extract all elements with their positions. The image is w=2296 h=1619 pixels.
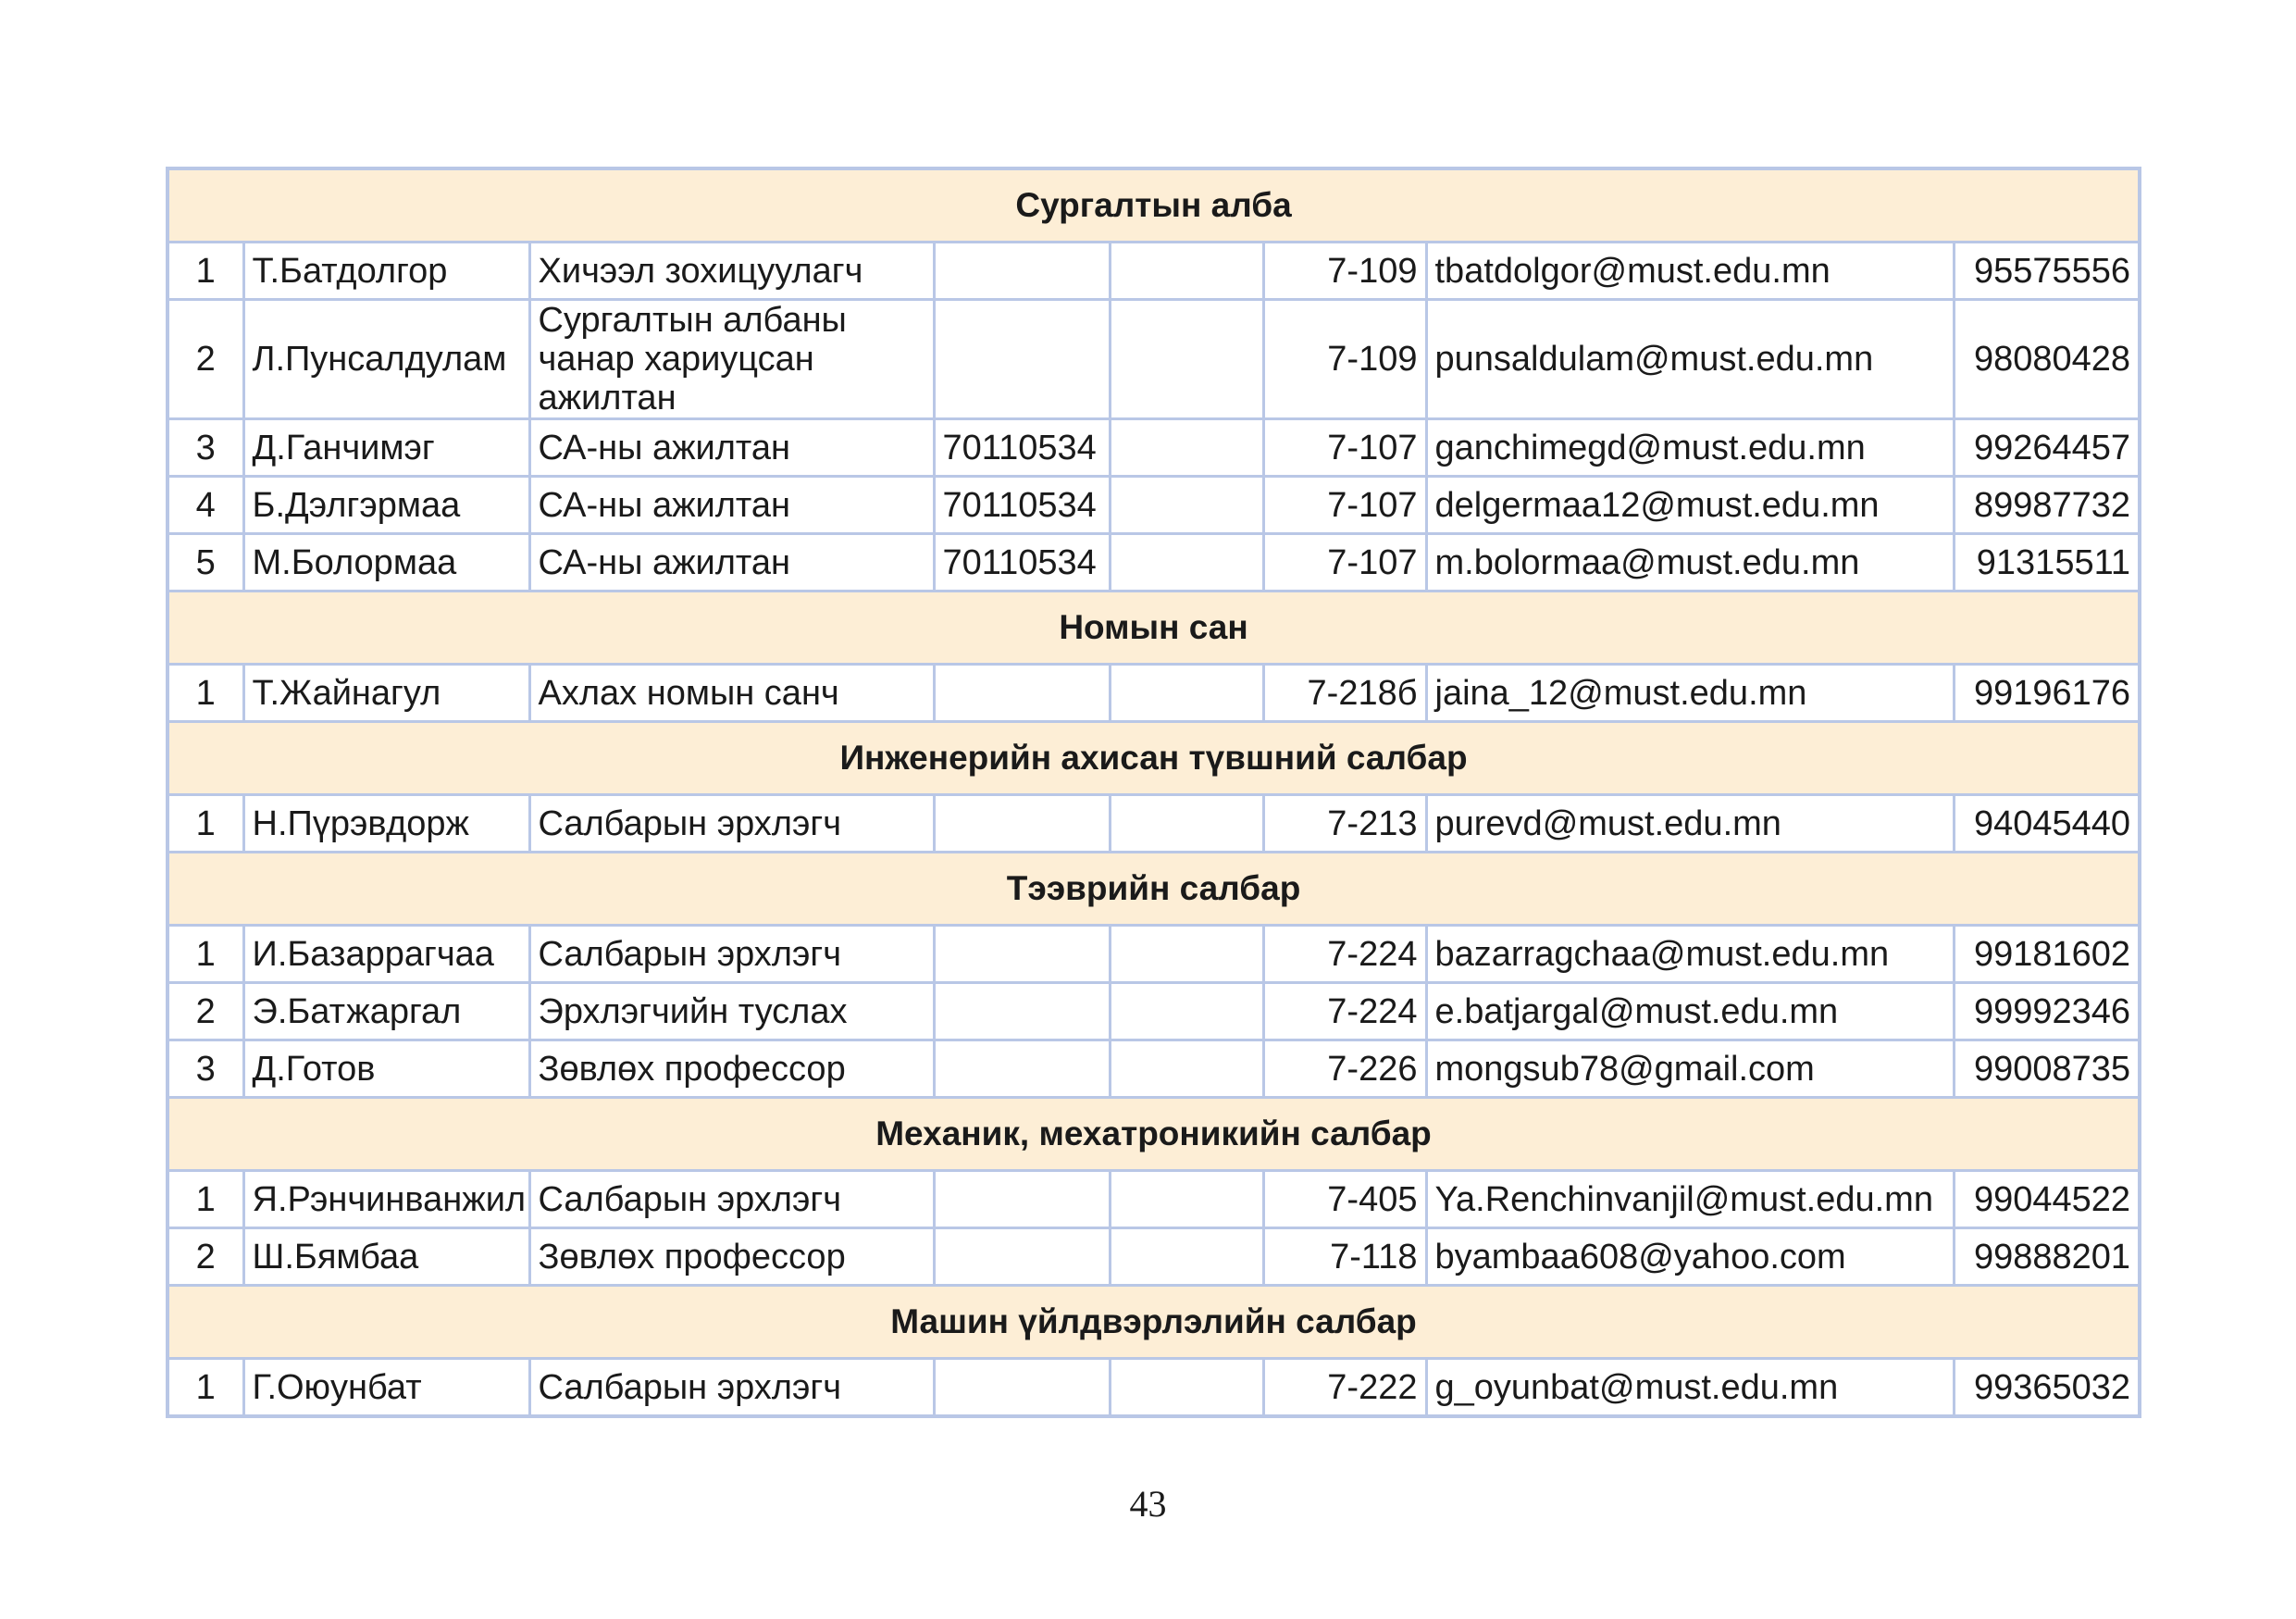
- email-cell: jaina_12@must.edu.mn: [1426, 665, 1954, 722]
- row-number-cell: 1: [168, 926, 243, 983]
- staff-directory-table: [166, 167, 2141, 1418]
- email-cell: bazarragchaa@must.edu.mn: [1426, 926, 1954, 983]
- mobile-phone-cell: 99888201: [1954, 1228, 2140, 1286]
- office-phone-cell: 70110534: [934, 534, 1110, 592]
- mobile-phone-cell: 99181602: [1954, 926, 2140, 983]
- name-cell: Д.Готов: [243, 1040, 529, 1098]
- room-cell: 7-107: [1263, 477, 1426, 534]
- position-cell: СА-ны ажилтан: [529, 534, 934, 592]
- row-number-cell: 1: [168, 243, 243, 300]
- row-number-cell: 2: [168, 300, 243, 419]
- mobile-phone-cell: 98080428: [1954, 300, 2140, 419]
- office-phone-cell: [934, 1040, 1110, 1098]
- office-phone-cell: [934, 1171, 1110, 1228]
- email-cell: delgermaa12@must.edu.mn: [1426, 477, 1954, 534]
- position-cell: Зөвлөх профессор: [529, 1040, 934, 1098]
- name-cell: Я.Рэнчинванжил: [243, 1171, 529, 1228]
- name-cell: Л.Пунсалдулам: [243, 300, 529, 419]
- extension-cell: [1110, 795, 1263, 853]
- position-cell: Хичээл зохицуулагч: [529, 243, 934, 300]
- name-cell: Т.Жайнагул: [243, 665, 529, 722]
- row-number-cell: 3: [168, 1040, 243, 1098]
- table-row: [168, 665, 2140, 722]
- office-phone-cell: 70110534: [934, 477, 1110, 534]
- email-cell: punsaldulam@must.edu.mn: [1426, 300, 1954, 419]
- extension-cell: [1110, 534, 1263, 592]
- row-number-cell: 4: [168, 477, 243, 534]
- page-number: 43: [1129, 1483, 1167, 1525]
- email-cell: m.bolormaa@must.edu.mn: [1426, 534, 1954, 592]
- room-cell: 7-107: [1263, 419, 1426, 477]
- position-cell: Салбарын эрхлэгч: [529, 926, 934, 983]
- mobile-phone-cell: 94045440: [1954, 795, 2140, 853]
- office-phone-cell: [934, 1359, 1110, 1417]
- name-cell: Т.Батдолгор: [243, 243, 529, 300]
- table-row: [168, 1359, 2140, 1417]
- room-cell: 7-107: [1263, 534, 1426, 592]
- email-cell: Ya.Renchinvanjil@must.edu.mn: [1426, 1171, 1954, 1228]
- mobile-phone-cell: 95575556: [1954, 243, 2140, 300]
- mobile-phone-cell: 99196176: [1954, 665, 2140, 722]
- table-row: [168, 534, 2140, 592]
- section-header-row: [168, 853, 2140, 926]
- office-phone-cell: [934, 665, 1110, 722]
- row-number-cell: 5: [168, 534, 243, 592]
- table-row: [168, 1171, 2140, 1228]
- extension-cell: [1110, 243, 1263, 300]
- position-cell: Салбарын эрхлэгч: [529, 1171, 934, 1228]
- table-row: [168, 300, 2140, 419]
- extension-cell: [1110, 926, 1263, 983]
- office-phone-cell: 70110534: [934, 419, 1110, 477]
- extension-cell: [1110, 300, 1263, 419]
- position-cell: Сургалтын албаны чанар хариуцсан ажилтан: [529, 300, 934, 419]
- extension-cell: [1110, 983, 1263, 1040]
- name-cell: Г.Оюунбат: [243, 1359, 529, 1417]
- section-title: Тээврийн салбар: [168, 853, 2140, 926]
- section-header-row: [168, 1286, 2140, 1359]
- section-title: Номын сан: [168, 592, 2140, 665]
- table-row: [168, 795, 2140, 853]
- extension-cell: [1110, 477, 1263, 534]
- room-cell: 7-224: [1263, 926, 1426, 983]
- position-cell: СА-ны ажилтан: [529, 419, 934, 477]
- name-cell: М.Болормаа: [243, 534, 529, 592]
- section-title: Механик, мехатроникийн салбар: [168, 1098, 2140, 1171]
- email-cell: tbatdolgor@must.edu.mn: [1426, 243, 1954, 300]
- email-cell: mongsub78@gmail.com: [1426, 1040, 1954, 1098]
- row-number-cell: 1: [168, 1171, 243, 1228]
- section-header-row: [168, 722, 2140, 795]
- name-cell: Б.Дэлгэрмаа: [243, 477, 529, 534]
- office-phone-cell: [934, 300, 1110, 419]
- section-header-row: [168, 168, 2140, 243]
- table-row: [168, 983, 2140, 1040]
- table-row: [168, 243, 2140, 300]
- email-cell: g_oyunbat@must.edu.mn: [1426, 1359, 1954, 1417]
- extension-cell: [1110, 1040, 1263, 1098]
- office-phone-cell: [934, 926, 1110, 983]
- office-phone-cell: [934, 983, 1110, 1040]
- room-cell: 7-222: [1263, 1359, 1426, 1417]
- email-cell: e.batjargal@must.edu.mn: [1426, 983, 1954, 1040]
- table-row: [168, 477, 2140, 534]
- extension-cell: [1110, 665, 1263, 722]
- name-cell: И.Базаррагчаа: [243, 926, 529, 983]
- row-number-cell: 1: [168, 665, 243, 722]
- extension-cell: [1110, 1359, 1263, 1417]
- position-cell: Зөвлөх профессор: [529, 1228, 934, 1286]
- name-cell: Н.Пүрэвдорж: [243, 795, 529, 853]
- room-cell: 7-109: [1263, 300, 1426, 419]
- table-row: [168, 1040, 2140, 1098]
- extension-cell: [1110, 1171, 1263, 1228]
- table-row: [168, 419, 2140, 477]
- room-cell: 7-226: [1263, 1040, 1426, 1098]
- room-cell: 7-213: [1263, 795, 1426, 853]
- position-cell: Эрхлэгчийн туслах: [529, 983, 934, 1040]
- room-cell: 7-405: [1263, 1171, 1426, 1228]
- section-title: Сургалтын алба: [168, 168, 2140, 243]
- row-number-cell: 2: [168, 1228, 243, 1286]
- name-cell: Ш.Бямбаа: [243, 1228, 529, 1286]
- position-cell: Салбарын эрхлэгч: [529, 1359, 934, 1417]
- section-title: Инженерийн ахисан түвшний салбар: [168, 722, 2140, 795]
- room-cell: 7-218б: [1263, 665, 1426, 722]
- email-cell: ganchimegd@must.edu.mn: [1426, 419, 1954, 477]
- mobile-phone-cell: 99044522: [1954, 1171, 2140, 1228]
- section-title: Машин үйлдвэрлэлийн салбар: [168, 1286, 2140, 1359]
- name-cell: Д.Ганчимэг: [243, 419, 529, 477]
- room-cell: 7-109: [1263, 243, 1426, 300]
- mobile-phone-cell: 89987732: [1954, 477, 2140, 534]
- row-number-cell: 1: [168, 795, 243, 853]
- row-number-cell: 1: [168, 1359, 243, 1417]
- position-cell: СА-ны ажилтан: [529, 477, 934, 534]
- mobile-phone-cell: 91315511: [1954, 534, 2140, 592]
- office-phone-cell: [934, 795, 1110, 853]
- directory-body: [168, 168, 2140, 1416]
- email-cell: byambaa608@yahoo.com: [1426, 1228, 1954, 1286]
- row-number-cell: 3: [168, 419, 243, 477]
- mobile-phone-cell: 99365032: [1954, 1359, 2140, 1417]
- extension-cell: [1110, 419, 1263, 477]
- section-header-row: [168, 1098, 2140, 1171]
- row-number-cell: 2: [168, 983, 243, 1040]
- room-cell: 7-118: [1263, 1228, 1426, 1286]
- mobile-phone-cell: 99008735: [1954, 1040, 2140, 1098]
- position-cell: Ахлах номын санч: [529, 665, 934, 722]
- mobile-phone-cell: 99264457: [1954, 419, 2140, 477]
- position-cell: Салбарын эрхлэгч: [529, 795, 934, 853]
- email-cell: purevd@must.edu.mn: [1426, 795, 1954, 853]
- extension-cell: [1110, 1228, 1263, 1286]
- section-header-row: [168, 592, 2140, 665]
- table-row: [168, 926, 2140, 983]
- mobile-phone-cell: 99992346: [1954, 983, 2140, 1040]
- room-cell: 7-224: [1263, 983, 1426, 1040]
- name-cell: Э.Батжаргал: [243, 983, 529, 1040]
- office-phone-cell: [934, 243, 1110, 300]
- office-phone-cell: [934, 1228, 1110, 1286]
- table-row: [168, 1228, 2140, 1286]
